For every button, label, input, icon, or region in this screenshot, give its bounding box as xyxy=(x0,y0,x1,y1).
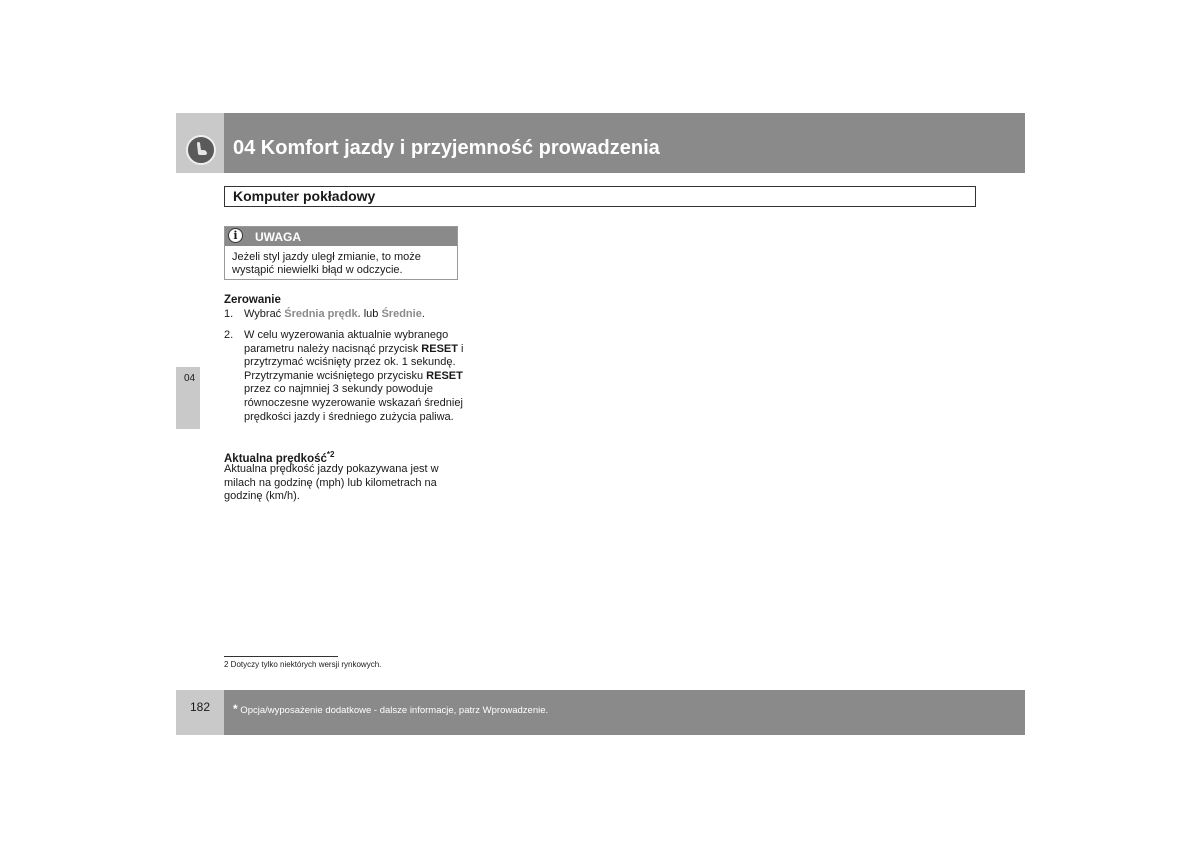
step-text: i przytrzymać wciśnięty przez ok. 1 sekundę. Przytrzymanie wciśniętego przycisku xyxy=(244,342,464,382)
page-number: 182 xyxy=(190,700,211,714)
menu-option-average: Średnie xyxy=(381,308,422,320)
reset-button-name: RESET xyxy=(426,369,463,382)
footnote-rule xyxy=(224,656,338,657)
seat-icon xyxy=(186,135,216,165)
option-star: * xyxy=(233,702,238,716)
note-box xyxy=(224,226,458,280)
speed-heading-text: Aktualna prędkość xyxy=(224,452,327,465)
note-text: Jeżeli styl jazdy uległ zmianie, to może wystąpić niewielki błąd w odczycie. xyxy=(232,251,421,276)
reset-heading: Zerowanie xyxy=(224,294,281,306)
chapter-side-tab-label: 04 xyxy=(184,373,196,384)
reset-button-name: RESET xyxy=(421,342,458,355)
reset-step-1 xyxy=(244,308,425,322)
note-label: UWAGA xyxy=(255,230,301,244)
menu-option-average-speed: Średnia prędk. xyxy=(284,308,361,320)
step-number: 2. xyxy=(224,329,234,341)
option-footnote-mark: *2 xyxy=(326,450,335,459)
step-text: Wybrać xyxy=(244,308,285,320)
step-text: przez co najmniej 3 sekundy powoduje równoczesne wyzerowanie wskazań średniej prędkości jazdy i średniego zużycia paliwa. xyxy=(244,383,463,423)
footer-note xyxy=(233,702,548,716)
step-text: . xyxy=(421,308,425,320)
footer-note-text: Opcja/wyposażenie dodatkowe - dalsze informacje, patrz Wprowadzenie. xyxy=(237,705,549,716)
step-text: W celu wyzerowania aktualnie wybranego parametru należy nacisnąć przycisk xyxy=(244,329,449,355)
step-text: lub xyxy=(360,308,382,320)
info-icon: i xyxy=(228,228,243,243)
step-number: 1. xyxy=(224,308,234,320)
reset-step-2 xyxy=(244,329,464,424)
chapter-title: 04 Komfort jazdy i przyjemność prowadzenia xyxy=(233,137,660,159)
footnote: 2 Dotyczy tylko niektórych wersji rynkowych. xyxy=(224,660,382,669)
section-title: Komputer pokładowy xyxy=(233,188,376,204)
speed-text: Aktualna prędkość jazdy pokazywana jest w milach na godzinę (mph) lub kilometrach na godzinę (km/h). xyxy=(224,463,439,503)
